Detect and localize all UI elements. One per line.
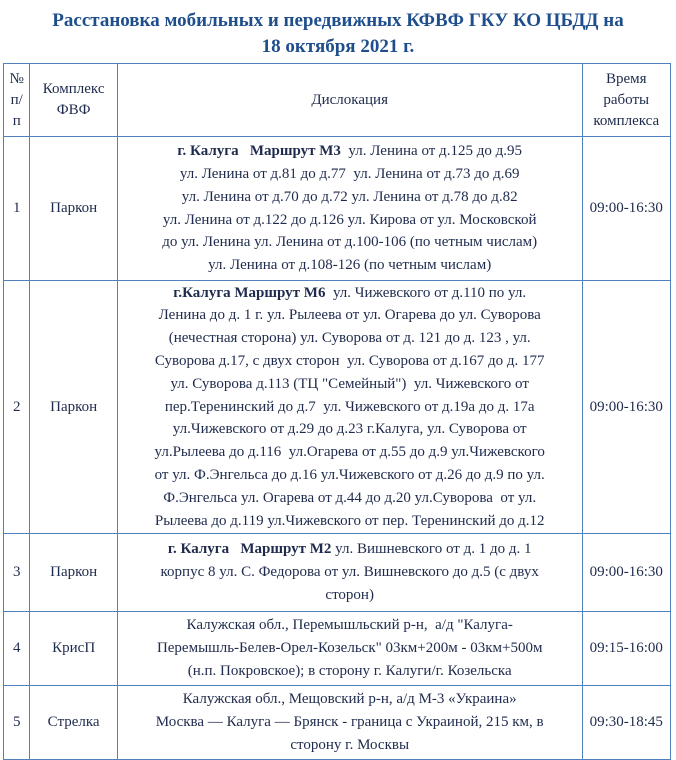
location-text: ул. Чижевского от д.110 по ул. — [325, 284, 527, 301]
row-kfvf: КрисП — [30, 612, 117, 686]
route-label: г. Калуга Маршрут М3 — [177, 143, 341, 160]
header-time-line: работы — [603, 91, 650, 108]
row-location — [117, 612, 582, 686]
location-line: ул. Ленина от д.122 до д.126 ул. Кирова от ул. Московской — [162, 211, 537, 228]
row-kfvf: Паркон — [30, 534, 117, 612]
row-num: 2 — [4, 281, 30, 534]
location-line: Рылеева до д.119 ул.Чижевского от пер. Теренинский до д.12 — [154, 512, 545, 529]
row-num: 5 — [4, 686, 30, 760]
title-line-1: Расстановка мобильных и передвижных КФВФ ГКУ КО ЦБДД на — [52, 10, 624, 31]
location-line: до ул. Ленина ул. Ленина от д.100-106 (по четным числам) — [162, 234, 538, 251]
header-num-line: п/ — [10, 91, 23, 108]
row-time: 09:00-16:30 — [582, 281, 670, 534]
location-text: ул. Вишневского от д. 1 до д. 1 — [331, 541, 532, 558]
table-row — [4, 137, 671, 281]
location-line: сторону г. Москвы — [290, 736, 410, 753]
route-label: г. Калуга Маршрут М2 — [167, 541, 332, 558]
location-line: ул.Чижевского от д.29 до д.23 г.Калуга, ул. Суворова от — [172, 421, 527, 438]
row-time: 09:15-16:00 — [582, 612, 670, 686]
row-location — [117, 281, 582, 534]
location-line: ул. Ленина от д.108-126 (по четным числам) — [208, 257, 492, 274]
header-num-line: п — [12, 112, 21, 129]
location-line: Калужская обл., Перемышльский р-н, а/д "Калуга- — [186, 617, 513, 634]
location-line — [118, 282, 582, 305]
location-line: корпус 8 ул. С. Федорова от ул. Вишневского до д.5 (с двух — [160, 564, 539, 581]
title-line-2: 18 октября 2021 г. — [261, 36, 415, 57]
row-time: 09:00-16:30 — [582, 534, 670, 612]
table-row — [4, 686, 671, 760]
header-kfvf — [30, 64, 117, 137]
route-label: г.Калуга Маршрут М6 — [173, 284, 326, 301]
header-num-line: № — [9, 70, 24, 87]
header-kfvf-line: Комплекс — [42, 81, 105, 97]
row-num: 4 — [4, 612, 30, 686]
location-line: от ул. Ф.Энгельса до д.16 ул.Чижевского от д.26 до д.9 по ул. — [154, 466, 545, 483]
row-time: 09:00-16:30 — [582, 137, 670, 281]
location-line: ул. Суворова д.113 (ТЦ "Семейный") ул. Чижевского от — [170, 375, 529, 392]
location-line: Калужская обл., Мещовский р-н, а/д М-3 «Украина» — [182, 691, 517, 708]
row-kfvf: Паркон — [30, 281, 117, 534]
row-location — [117, 686, 582, 760]
location-text: ул. Ленина от д.125 до д.95 — [340, 143, 522, 160]
row-kfvf: Стрелка — [30, 686, 117, 760]
row-num: 1 — [4, 137, 30, 281]
document-title — [0, 8, 676, 60]
header-time-line: комплекса — [593, 112, 660, 129]
location-line: Перемышль-Белев-Орел-Козельск" 03км+200м - 03км+500м — [156, 640, 543, 657]
location-line — [118, 140, 582, 163]
row-num: 3 — [4, 534, 30, 612]
location-line: сторон) — [325, 586, 374, 603]
header-num — [4, 64, 30, 137]
location-line: (нечестная сторона) ул. Суворова от д. 121 до д. 123 , ул. — [168, 330, 531, 347]
table-row — [4, 612, 671, 686]
dislocation-table — [3, 63, 671, 760]
location-line: пер.Теренинский до д.7 ул. Чижевского от д.19а до д. 17а — [164, 398, 535, 415]
table-row — [4, 281, 671, 534]
location-line: Ф.Энгельса ул. Огарева от д.44 до д.20 ул.Суворова от ул. — [163, 489, 537, 506]
location-line: Суворова д.17, с двух сторон ул. Суворова от д.167 до д. 177 — [154, 353, 545, 369]
header-time — [582, 64, 670, 137]
location-line: ул.Рылеева до д.116 ул.Огарева от д.55 до д.9 ул.Чижевского — [154, 444, 545, 461]
location-line: (н.п. Покровское); в сторону г. Калуги/г. Козельска — [187, 662, 512, 679]
header-kfvf-line: ФВФ — [56, 102, 91, 118]
location-line: ул. Ленина от д.70 до д.72 ул. Ленина от д.78 до д.82 — [181, 188, 518, 205]
table-row — [4, 534, 671, 612]
header-time-line: Время — [605, 70, 647, 87]
row-time: 09:30-18:45 — [582, 686, 670, 760]
location-line: Москва — Калуга — Брянск - граница с Украиной, 215 км, в — [155, 714, 544, 731]
row-location — [117, 534, 582, 612]
location-line — [118, 538, 582, 561]
row-kfvf: Паркон — [30, 137, 117, 281]
location-line: ул. Ленина от д.81 до д.77 ул. Ленина от д.73 до д.69 — [179, 165, 520, 182]
location-line: Ленина до д. 1 г. ул. Рылеева от ул. Огарева до ул. Суворова — [158, 307, 541, 324]
row-location — [117, 137, 582, 281]
header-location: Дислокация — [117, 64, 582, 137]
table-header-row — [4, 64, 671, 137]
